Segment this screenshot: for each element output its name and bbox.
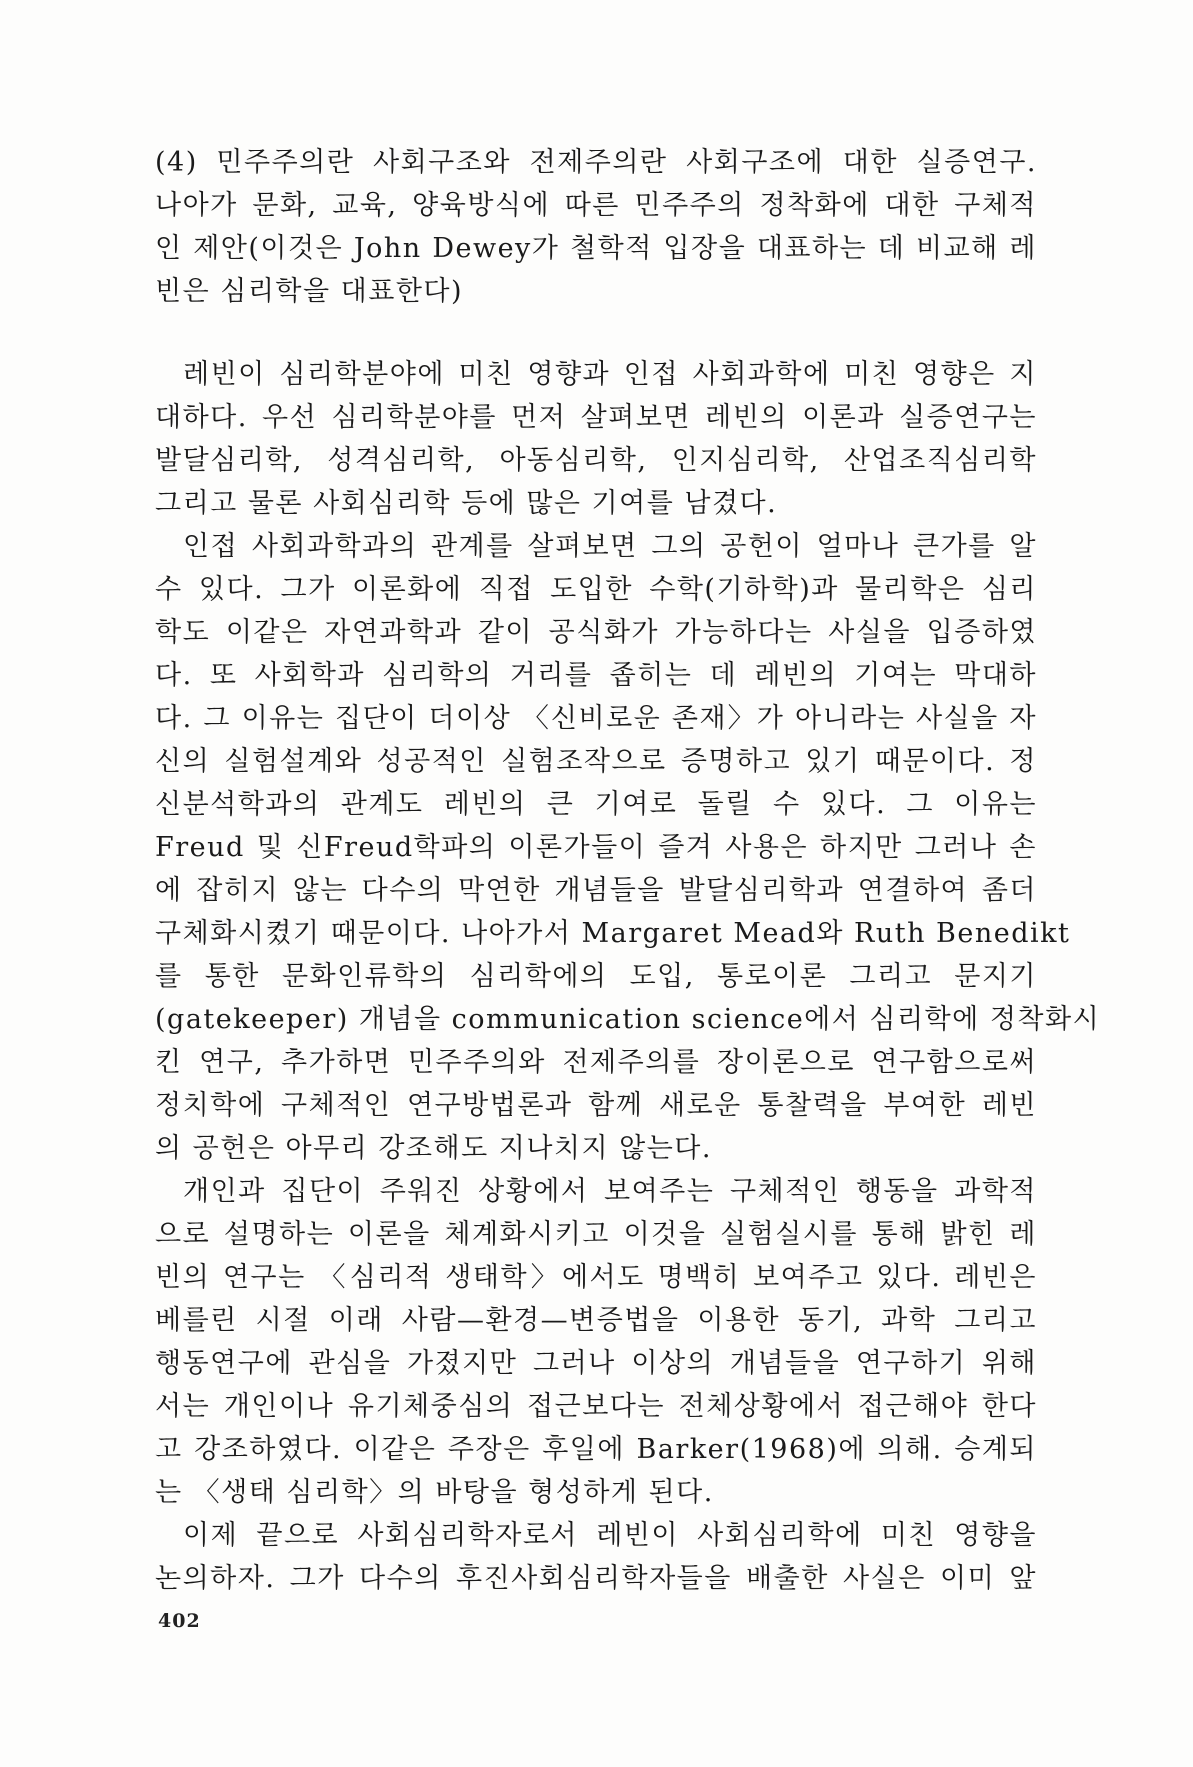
text-line: 발달심리학, 성격심리학, 아동심리학, 인지심리학, 산업조직심리학 xyxy=(155,445,1037,476)
paragraph-1 xyxy=(155,353,1037,525)
text-line: 빈의 연구는 〈심리적 생태학〉에서도 명백히 보여주고 있다. 레빈은 xyxy=(155,1262,1037,1293)
text-line: 에 잡히지 않는 다수의 막연한 개념들을 발달심리학과 연결하여 좀더 xyxy=(155,875,1037,906)
text-line: 신분석학과의 관계도 레빈의 큰 기여로 돌릴 수 있다. 그 이유는 xyxy=(155,789,1037,820)
text-line: 학도 이같은 자연과학과 같이 공식화가 가능하다는 사실을 입증하였 xyxy=(155,617,1037,648)
text-line: 논의하자. 그가 다수의 후진사회심리학자들을 배출한 사실은 이미 앞 xyxy=(155,1563,1037,1594)
body-text xyxy=(155,353,1101,1600)
text-line: 개인과 집단이 주워진 상황에서 보여주는 구체적인 행동을 과학적 xyxy=(183,1176,1037,1207)
text-line: 정치학에 구체적인 연구방법론과 함께 새로운 통찰력을 부여한 레빈 xyxy=(155,1090,1037,1121)
text-line: 나아가 문화, 교육, 양육방식에 따른 민주주의 정착화에 대한 구체적 xyxy=(155,190,1037,221)
text-line: Freud 및 신Freud학파의 이론가들이 즐겨 사용은 하지만 그러나 손 xyxy=(155,832,1037,863)
text-line: 그리고 물론 사회심리학 등에 많은 기여를 남겼다. xyxy=(155,488,778,519)
text-line: 대하다. 우선 심리학분야를 먼저 살펴보면 레빈의 이론과 실증연구는 xyxy=(155,402,1037,433)
text-line: (gatekeeper) 개념을 communication science에서 심리학에 정착화시 xyxy=(155,1004,1101,1035)
text-line: 베를린 시절 이래 사람—환경—변증법을 이용한 동기, 과학 그리고 xyxy=(155,1305,1037,1336)
text-line: 다. 또 사회학과 심리학의 거리를 좁히는 데 레빈의 기여는 막대하 xyxy=(155,660,1037,691)
text-line: 를 통한 문화인류학의 심리학에의 도입, 통로이론 그리고 문지기 xyxy=(155,961,1037,992)
numbered-item-4 xyxy=(155,141,1037,313)
text-line: 의 공헌은 아무리 강조해도 지나치지 않는다. xyxy=(155,1133,712,1164)
page-number: 402 xyxy=(158,1610,201,1632)
paragraph-3 xyxy=(155,1170,1037,1514)
text-line: 킨 연구, 추가하면 민주주의와 전제주의를 장이론으로 연구함으로써 xyxy=(155,1047,1037,1078)
text-line: 구체화시켰기 때문이다. 나아가서 Margaret Mead와 Ruth Benedikt xyxy=(155,918,1071,949)
text-line: 고 강조하였다. 이같은 주장은 후일에 Barker(1968)에 의해. 승계되 xyxy=(155,1434,1037,1465)
text-line: 는 〈생태 심리학〉의 바탕을 형성하게 된다. xyxy=(155,1477,714,1508)
text-line: 인 제안(이것은 John Dewey가 철학적 입장을 대표하는 데 비교해 레 xyxy=(155,233,1037,264)
paragraph-2 xyxy=(155,525,1101,1170)
text-line: 인접 사회과학과의 관계를 살펴보면 그의 공헌이 얼마나 큰가를 알 xyxy=(183,531,1037,562)
text-line: 신의 실험설계와 성공적인 실험조작으로 증명하고 있기 때문이다. 정 xyxy=(155,746,1037,777)
text-line: 으로 설명하는 이론을 체계화시키고 이것을 실험실시를 통해 밝힌 레 xyxy=(155,1219,1037,1250)
paragraph-4 xyxy=(155,1514,1037,1600)
text-line: 서는 개인이나 유기체중심의 접근보다는 전체상황에서 접근해야 한다 xyxy=(155,1391,1037,1422)
text-line: 다. 그 이유는 집단이 더이상 〈신비로운 존재〉가 아니라는 사실을 자 xyxy=(155,703,1037,734)
text-line: (4) 민주주의란 사회구조와 전제주의란 사회구조에 대한 실증연구. xyxy=(155,147,1037,178)
text-line: 이제 끝으로 사회심리학자로서 레빈이 사회심리학에 미친 영향을 xyxy=(183,1520,1037,1551)
text-line: 행동연구에 관심을 가졌지만 그러나 이상의 개념들을 연구하기 위해 xyxy=(155,1348,1037,1379)
text-line: 레빈이 심리학분야에 미친 영향과 인접 사회과학에 미친 영향은 지 xyxy=(183,359,1037,390)
text-line: 수 있다. 그가 이론화에 직접 도입한 수학(기하학)과 물리학은 심리 xyxy=(155,574,1037,605)
text-line: 빈은 심리학을 대표한다) xyxy=(155,276,464,307)
